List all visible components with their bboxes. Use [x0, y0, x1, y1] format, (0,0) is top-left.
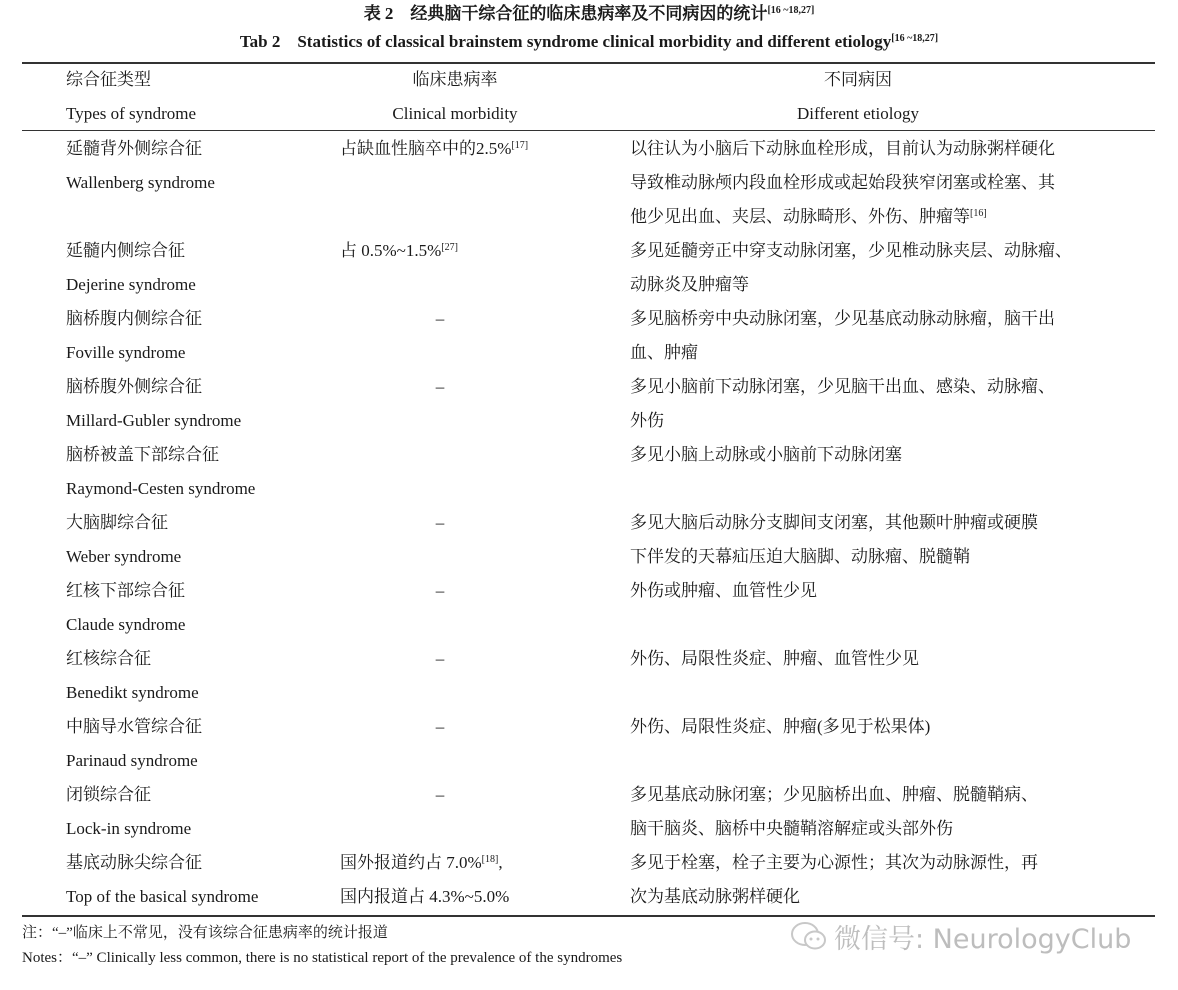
syndrome-cn: 脑桥腹外侧综合征 — [66, 376, 202, 396]
syndrome-name — [66, 710, 336, 778]
etiology: 多见基底动脉闭塞；少见脑桥出血、肿瘤、脱髓鞘病、 脑干脑炎、脑桥中央髓鞘溶解症或头部外伤 — [630, 784, 1038, 838]
table-title-en: Tab 2 Statistics of classical brainstem syndrome clinical morbidity and different etiology[16 ~18,27] — [239, 32, 939, 51]
syndrome-en: Millard-Gubler syndrome — [66, 410, 242, 430]
etiology: 多见大脑后动脉分支脚间支闭塞，其他颞叶肿瘤或硬膜 下伴发的天幕疝压迫大脑脚、动脉瘤、脱髓鞘 — [630, 512, 1038, 566]
syndrome-name — [66, 234, 336, 302]
syndrome-en: Benedikt syndrome — [66, 682, 199, 702]
etiology: 多见延髓旁正中穿支动脉闭塞，少见椎动脉夹层、动脉瘤、 动脉炎及肿瘤等 — [630, 240, 1072, 294]
morbidity: – — [435, 648, 445, 668]
syndrome-cn: 大脑脚综合征 — [66, 512, 168, 532]
syndrome-cn: 延髓内侧综合征 — [66, 240, 185, 260]
syndrome-en: Lock-in syndrome — [66, 818, 192, 838]
header-rule — [22, 130, 1155, 131]
header-morbidity: 临床患病率 Clinical morbidity — [392, 70, 518, 123]
syndrome-name — [66, 574, 336, 642]
syndrome-name — [66, 778, 336, 846]
morbidity: – — [435, 512, 445, 532]
morbidity: 占 0.5%~1.5%[27] — [340, 240, 458, 260]
header-type: 综合征类型 Types of syndrome — [66, 70, 197, 123]
syndrome-en: Top of the basical syndrome — [66, 886, 259, 906]
syndrome-cn: 中脑导水管综合征 — [66, 716, 202, 736]
syndrome-cn: 延髓背外侧综合征 — [66, 139, 202, 158]
syndrome-cn: 红核综合征 — [66, 648, 151, 668]
syndrome-en: Claude syndrome — [66, 614, 186, 634]
syndrome-name — [66, 438, 336, 506]
syndrome-en: Wallenberg syndrome — [66, 173, 215, 192]
etiology: 以往认为小脑后下动脉血栓形成，目前认为动脉粥样硬化 导致椎动脉颅内段血栓形成或起始段狭窄闭塞或栓塞、其 他少见出血、夹层、动脉畸形、外伤、肿瘤等[16] — [630, 139, 1055, 226]
etiology: 多见于栓塞，栓子主要为心源性；其次为动脉源性，再 次为基底动脉粥样硬化 — [630, 852, 1038, 906]
syndrome-en: Foville syndrome — [66, 342, 186, 362]
watermark: 微信号: NeurologyClub — [790, 917, 1131, 956]
morbidity: 国外报道约占 7.0%[18], 国内报道占 4.3%~5.0% — [340, 852, 510, 906]
syndrome-en: Weber syndrome — [66, 546, 182, 566]
syndrome-name — [66, 506, 336, 574]
header-etiology: 不同病因 Different etiology — [797, 70, 919, 123]
syndrome-cn: 脑桥被盖下部综合征 — [66, 444, 219, 464]
syndrome-name — [66, 302, 336, 370]
morbidity: – — [435, 580, 445, 600]
syndrome-name — [66, 132, 336, 200]
note-en: Notes：“–” Clinically less common, there is no statistical report of the prevalence of the syndromes — [22, 950, 623, 966]
syndrome-name — [66, 846, 336, 914]
morbidity: – — [435, 376, 445, 396]
morbidity: – — [435, 716, 445, 736]
morbidity: – — [435, 784, 445, 804]
syndrome-cn: 闭锁综合征 — [66, 784, 151, 804]
etiology: 外伤、局限性炎症、肿瘤(多见于松果体) — [630, 716, 931, 736]
syndrome-cn: 脑桥腹内侧综合征 — [66, 308, 202, 328]
morbidity: 占缺血性脑卒中的2.5%[17] — [340, 139, 529, 158]
etiology: 多见小脑前下动脉闭塞，少见脑干出血、感染、动脉瘤、 外伤 — [630, 376, 1055, 430]
syndrome-cn: 基底动脉尖综合征 — [66, 852, 202, 872]
syndrome-en: Raymond-Cesten syndrome — [66, 478, 256, 498]
syndrome-name — [66, 642, 336, 710]
etiology: 多见脑桥旁中央动脉闭塞，少见基底动脉动脉瘤，脑干出 血、肿瘤 — [630, 308, 1055, 362]
note-cn: 注：“–”临床上不常见，没有该综合征患病率的统计报道 — [22, 925, 388, 941]
etiology: 多见小脑上动脉或小脑前下动脉闭塞 — [630, 444, 902, 464]
table-title-cn: 表 2 经典脑干综合征的临床患病率及不同病因的统计[16 ~18,27] — [363, 4, 815, 23]
syndrome-cn: 红核下部综合征 — [66, 580, 185, 600]
etiology: 外伤或肿瘤、血管性少见 — [630, 580, 817, 600]
syndrome-en: Dejerine syndrome — [66, 274, 196, 294]
wechat-icon — [790, 921, 828, 953]
syndrome-en: Parinaud syndrome — [66, 750, 198, 770]
syndrome-name — [66, 370, 336, 438]
morbidity: – — [435, 308, 445, 328]
etiology: 外伤、局限性炎症、肿瘤、血管性少见 — [630, 648, 919, 668]
